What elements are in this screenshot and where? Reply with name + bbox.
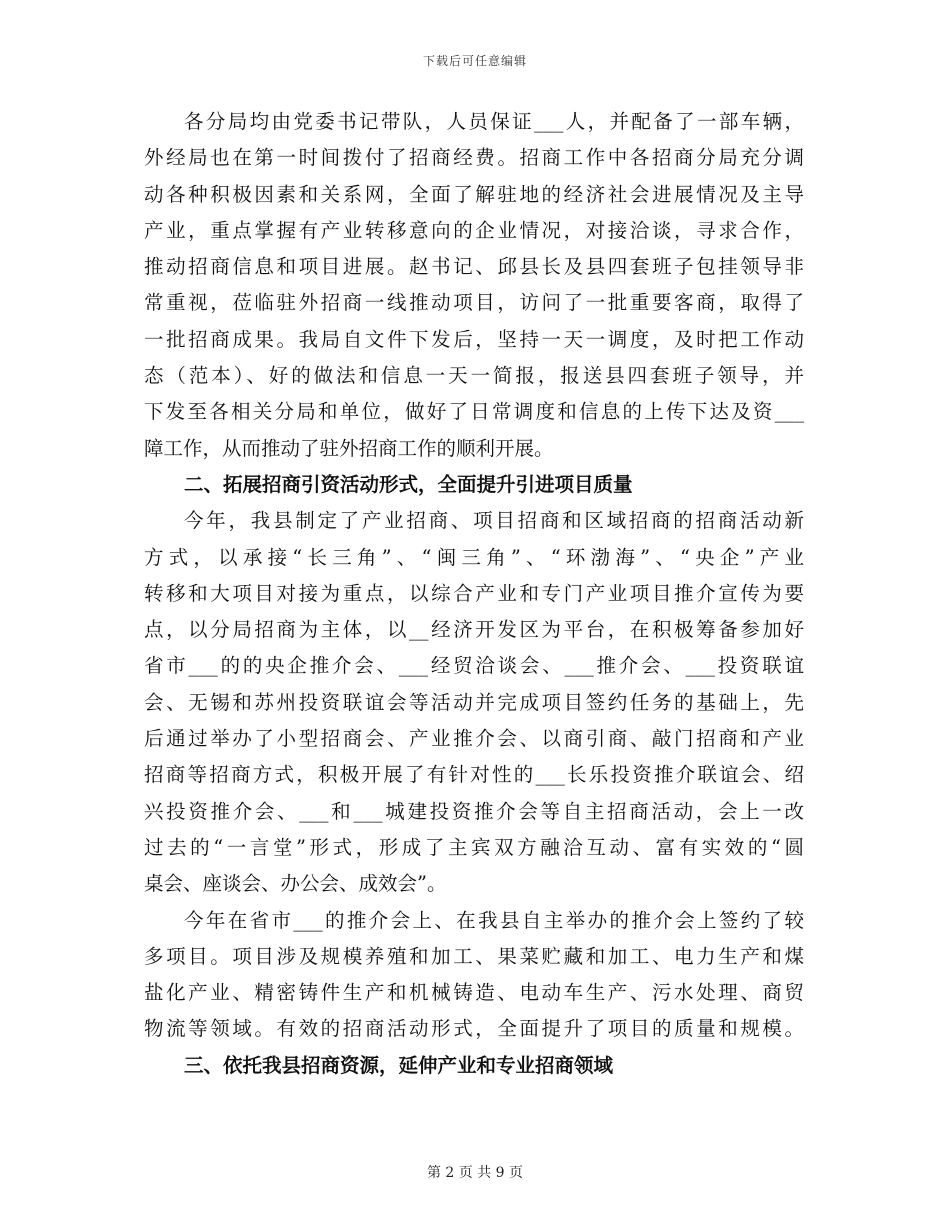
paragraph-line: 物流等领域。有效的招商活动形式，全面提升了项目的质量和规模。 bbox=[144, 1017, 804, 1041]
paragraph-line: 外经局也在第一时间拨付了招商经费。招商工作中各招商分局充分调 bbox=[144, 146, 804, 170]
page-footer: 第 2 页 共 9 页 bbox=[426, 1165, 524, 1181]
document-body bbox=[144, 104, 804, 1084]
page-header: 下载后可任意编辑 bbox=[422, 54, 527, 68]
paragraph-line: 盐化产业、精密铸件生产和机械铸造、电动车生产、污水处理、商贸 bbox=[144, 981, 804, 1005]
paragraph-line: 常重视，莅临驻外招商一线推动项目，访问了一批重要客商，取得了 bbox=[144, 291, 804, 315]
paragraph-line: 转移和大项目对接为重点，以综合产业和专门产业项目推介宣传为要 bbox=[144, 581, 804, 605]
paragraph-line: 推动招商信息和项目进展。赵书记、邱县长及县四套班子包挂领导非 bbox=[144, 255, 804, 279]
paragraph-line: 方式，以承接“长三角”、“闽三角”、“环渤海”、“央企”产业 bbox=[144, 545, 804, 569]
paragraph-line: 下发至各相关分局和单位，做好了日常调度和信息的上传下达及资___ bbox=[144, 400, 804, 424]
section-heading: 三、依托我县招商资源，延伸产业和专业招商领域 bbox=[184, 1053, 614, 1077]
paragraph-line: 各分局均由党委书记带队，人员保证___人，并配备了一部车辆， bbox=[184, 110, 804, 133]
paragraph-line: 过去的“一言堂”形式，形成了主宾双方融洽互动、富有实效的“圆 bbox=[144, 835, 804, 859]
paragraph-line: 省市___的的央企推介会、___经贸洽谈会、___推介会、___投资联谊 bbox=[144, 654, 804, 678]
paragraph-line: 后通过举办了小型招商会、产业推介会、以商引商、敲门招商和产业 bbox=[144, 727, 804, 751]
paragraph-line: 今年在省市___的推介会上、在我县自主举办的推介会上签约了较 bbox=[184, 908, 804, 932]
paragraph-line: 多项目。项目涉及规模养殖和加工、果菜贮藏和加工、电力生产和煤 bbox=[144, 944, 804, 968]
section-heading: 二、拓展招商引资活动形式，全面提升引进项目质量 bbox=[184, 472, 633, 496]
paragraph-line: 兴投资推介会、___和___城建投资推介会等自主招商活动，会上一改 bbox=[144, 799, 804, 823]
paragraph-line: 动各种积极因素和关系网，全面了解驻地的经济社会进展情况及主导 bbox=[144, 182, 804, 206]
paragraph-line: 障工作，从而推动了驻外招商工作的顺利开展。 bbox=[144, 436, 554, 460]
paragraph-line: 桌会、座谈会、办公会、成效会”。 bbox=[144, 872, 447, 896]
paragraph-line: 会、无锡和苏州投资联谊会等活动并完成项目签约任务的基础上，先 bbox=[144, 690, 804, 714]
paragraph-line: 点，以分局招商为主体，以__经济开发区为平台，在积极筹备参加好 bbox=[144, 618, 804, 642]
paragraph-line: 产业，重点掌握有产业转移意向的企业情况，对接洽谈，寻求合作， bbox=[144, 218, 804, 242]
paragraph-line: 今年，我县制定了产业招商、项目招商和区域招商的招商活动新 bbox=[184, 509, 804, 533]
paragraph-line: 一批招商成果。我局自文件下发后，坚持一天一调度，及时把工作动 bbox=[144, 327, 804, 351]
paragraph-line: 态（范本）、好的做法和信息一天一简报，报送县四套班子领导，并 bbox=[144, 364, 804, 388]
paragraph-line: 招商等招商方式，积极开展了有针对性的___长乐投资推介联谊会、绍 bbox=[144, 763, 804, 787]
